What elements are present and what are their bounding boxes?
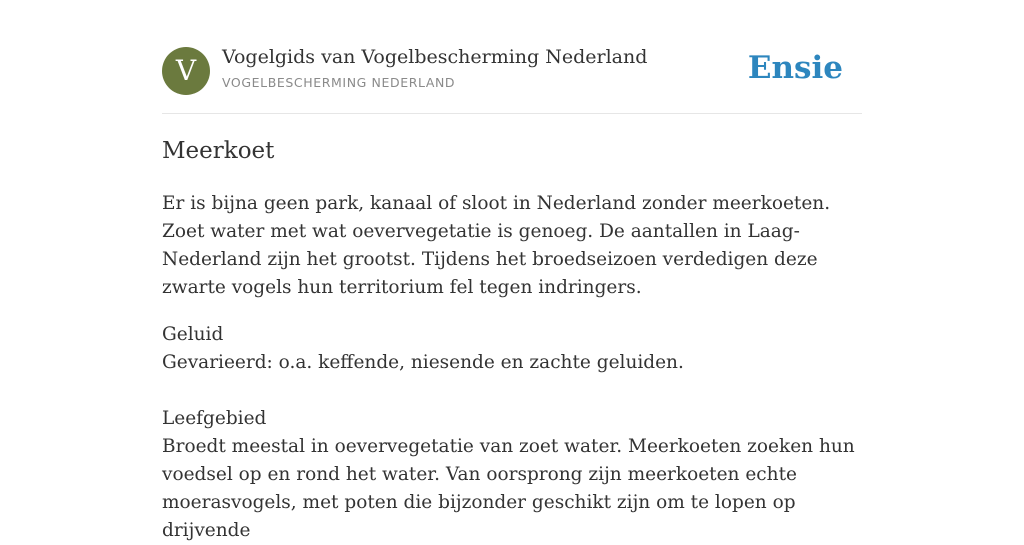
sound-section bbox=[162, 321, 862, 377]
entry-title: Meerkoet bbox=[162, 138, 275, 164]
sound-text: Gevarieerd: o.a. keffende, niesende en zachte geluiden. bbox=[162, 352, 684, 373]
sound-heading: Geluid bbox=[162, 324, 224, 345]
habitat-section bbox=[162, 405, 862, 545]
source-title[interactable]: Vogelgids van Vogelbescherming Nederland bbox=[222, 46, 648, 68]
entry-intro: Er is bijna geen park, kanaal of sloot in Nederland zonder meerkoeten. Zoet water met wat oevervegetatie is genoeg. De aantallen in Laag-Nederland zijn het grootst. Tijdens het broedseizoen verdedigen deze zwarte vogels hun territorium fel tegen indringers. bbox=[162, 193, 831, 298]
source-header bbox=[162, 0, 862, 114]
habitat-heading: Leefgebied bbox=[162, 408, 267, 429]
source-avatar[interactable]: V bbox=[162, 47, 210, 95]
ensie-logo[interactable]: Ensie bbox=[747, 50, 843, 86]
entry-card bbox=[162, 0, 862, 541]
habitat-text: Broedt meestal in oevervegetatie van zoet water. Meerkoeten zoeken hun voedsel op en rond het water. Van oorsprong zijn meerkoeten echte moerasvogels, met poten die bijzonder geschikt zijn om te lopen op drijvende bbox=[162, 436, 855, 541]
source-subtitle: VOGELBESCHERMING NEDERLAND bbox=[222, 75, 456, 90]
